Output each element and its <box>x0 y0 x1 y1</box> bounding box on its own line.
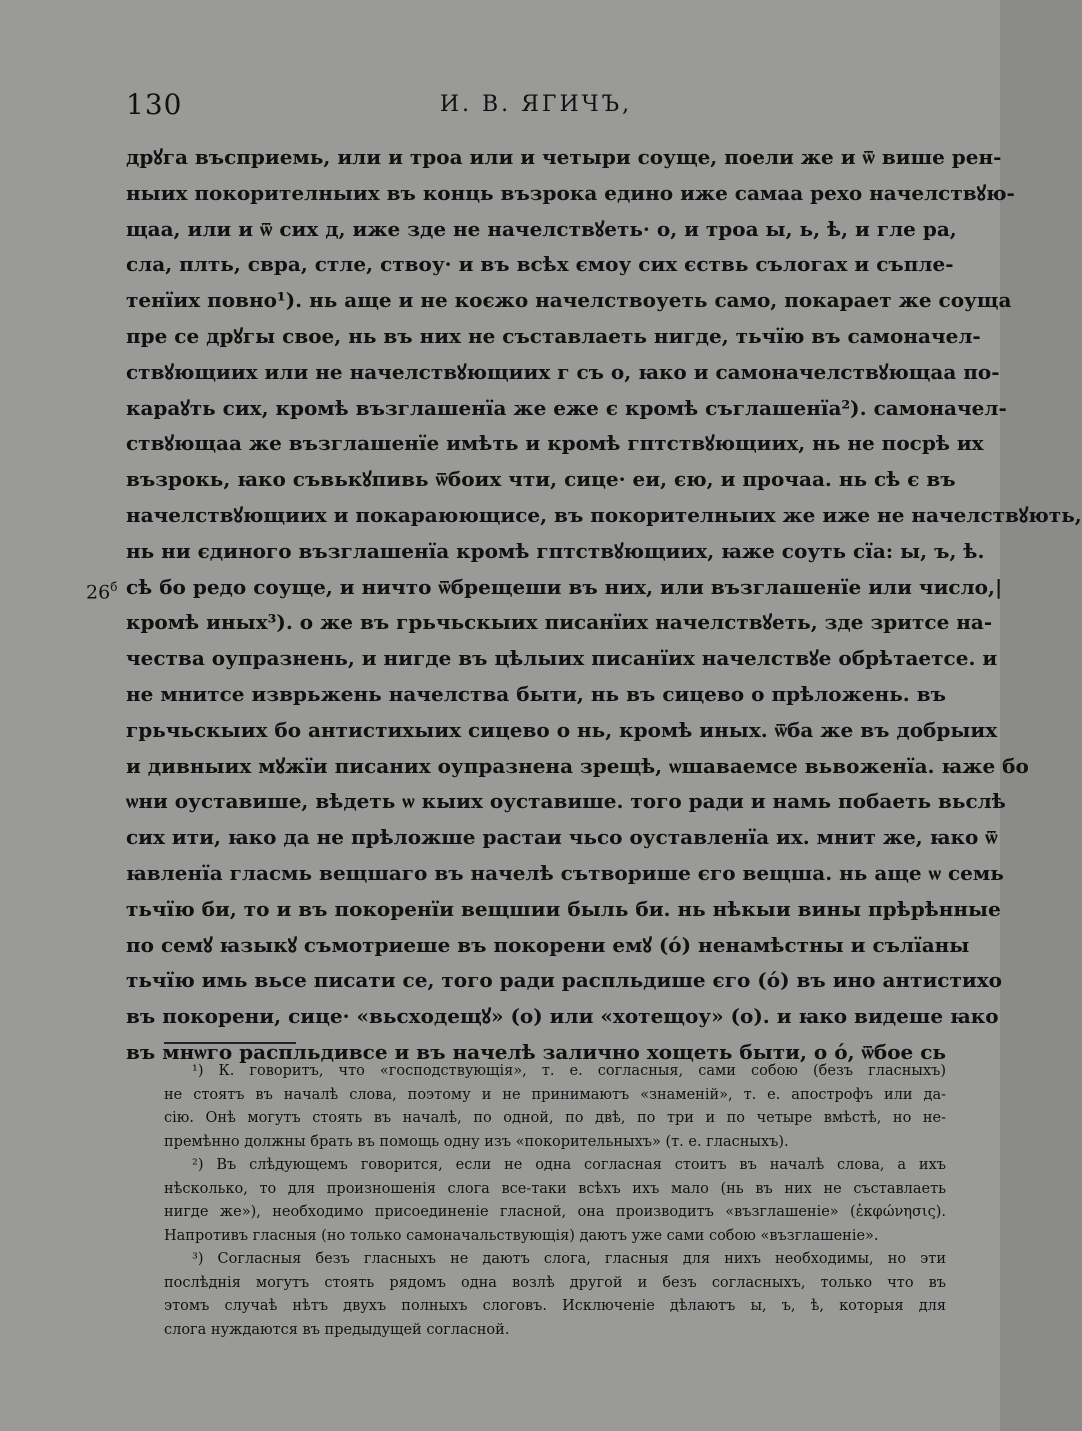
text-line: щаа, или и ѿ сих д, иже зде не начелствꙋеть· о, и троа ы, ь, ѣ, и гле ра, <box>126 216 957 241</box>
text-line: ѡни оуставише, вѣдеть ѡ кыих оуставише. того ради и намь побаеть вьслѣ <box>126 789 1006 814</box>
text-line: ствꙋющиих или не начелствꙋющиих г съ о, ꙗко и самоначелствꙋющаа по- <box>126 359 1000 384</box>
running-head: И. В. ЯГИЧЪ, <box>439 92 633 117</box>
text-line: въ покорени, сице· «вьсходещꙋ» (о) или «хотещоу» (о). и ꙗко видеше ꙗко <box>126 1004 999 1029</box>
footnote-rule <box>164 1042 296 1044</box>
page-header <box>126 88 946 128</box>
footnote-line: послѣднія могутъ стоять рядомъ одна возлѣ другой и безъ согласныхъ, только что въ <box>164 1274 946 1291</box>
footnotes <box>164 1060 946 1342</box>
church-slavonic-text <box>126 140 1082 1071</box>
margin-folio-note <box>86 580 117 603</box>
text-line: тенїих повно¹). нь аще и не коєжо начелствоуеть само, покарает же соуща <box>126 288 1012 313</box>
text-line: пре се дрꙋгы свое, нь въ них не съставлаеть нигде, тьчїю въ самоначел- <box>126 323 981 348</box>
margin-folio-side: б <box>110 580 118 594</box>
text-line: нь ни єдиного възглашенїа кромѣ гптствꙋющиих, ꙗже соуть сїа: ы, ъ, ѣ. <box>126 538 985 563</box>
footnote-line: слога нуждаются въ предыдущей согласной. <box>164 1321 510 1338</box>
text-line: кромѣ иных³). о же въ грьчьскыих писанїих начелствꙋеть, зде зритсе на- <box>126 610 993 635</box>
text-line: чества оупразнень, и нигде въ цѣлыих писанїих начелствꙋе обрѣтаетсе. и <box>126 646 998 671</box>
text-line: грьчьскыих бо антистихыих сицево о нь, кромѣ иных. ѿба же въ добрыих <box>126 717 998 742</box>
text-line: тьчїю имь вьсе писати се, того ради распльдише єго (ό) въ ино антистихо <box>126 968 1002 993</box>
footnote-line: сію. Онѣ могутъ стоять въ началѣ, по одной, по двѣ, по три и по четыре вмѣстѣ, но не- <box>164 1110 946 1126</box>
footnote-line: нигде же»), необходимо присоединеніе гласной, она производитъ «възглашеніе» (ἐκφώνησις). <box>164 1204 946 1220</box>
text-line: тьчїю би, то и въ покоренїи вещшии быль би. нь нѣкыи вины прѣрѣнные <box>126 896 1001 921</box>
footnote-line: ¹) К. говоритъ, что «господствующія», т. е. согласныя, сами собою (безъ гласныхъ) <box>192 1063 946 1079</box>
footnote-line: ²) Въ слѣдующемъ говорится, если не одна согласная стоитъ въ началѣ слова, а ихъ <box>192 1157 946 1173</box>
page-number: 130 <box>126 88 183 121</box>
text-line: сла, плть, свра, стле, ствоу· и въ всѣх ємоу сих єствь сълогах и съпле- <box>126 252 954 277</box>
margin-folio-number: 26 <box>86 581 111 604</box>
footnote-line: премѣнно должны брать въ помощь одну изъ «покорительныхъ» (т. е. гласныхъ). <box>164 1133 789 1150</box>
footnote-line: этомъ случаѣ нѣтъ двухъ полныхъ слоговъ. Исключеніе дѣлаютъ ы, ъ, ѣ, которыя для <box>164 1298 946 1314</box>
footnote-line: ³) Согласныя безъ гласныхъ не даютъ слога, гласныя для нихъ необходимы, но эти <box>192 1251 946 1267</box>
text-line: сѣ бо редо соуще, и ничто ѿбрещеши въ них, или възглашенїе или число,| <box>126 574 1003 599</box>
footnote-line: Напротивъ гласныя (но только самоначальствующія) даютъ уже сами собою «възглашеніе». <box>164 1227 879 1244</box>
text-line: възрокь, ꙗко съвькꙋпивь ѿбоих чти, сице· еи, єю, и прочаа. нь сѣ є въ <box>126 467 956 492</box>
text-line: сих ити, ꙗко да не прѣложше растаи чьсо оуставленїа их. мнит же, ꙗко ѿ <box>126 825 998 850</box>
footnote-line: не стоятъ въ началѣ слова, поэтому и не принимаютъ «знаменій», т. е. апострофъ или да- <box>164 1086 946 1103</box>
text-line: караꙋть сих, кромѣ възглашенїа же еже є кромѣ съглашенїа²). самоначел- <box>126 395 1007 420</box>
footnote-line: нѣсколько, то для произношенія слога все-таки всѣхъ ихъ мало (нь въ них не съставлаеть <box>164 1180 946 1197</box>
text-line: по семꙋ ꙗзыкꙋ съмотриеше въ покорени емꙋ (ό) ненамѣстны и сълїаны <box>126 932 970 957</box>
text-line: и дивныих мꙋжїи писаних оупразнена зрещѣ, ѡшаваемсе вьвоженїа. ꙗже бо <box>126 753 1029 778</box>
text-line: дрꙋга въсприемь, или и троа или и четыри соуще, поели же и ѿ више рен- <box>126 145 1002 169</box>
text-line: въ мнѡго распльдивсе и въ начелѣ залично хощеть быти, о ό, ѿбое сь <box>126 1039 946 1064</box>
text-line: ꙗвленїа гласмь вещшаго въ начелѣ сътворише єго вещша. нь аще ѡ семь <box>126 860 1004 885</box>
text-line: начелствꙋющиих и покараюющисе, въ покорителныих же иже не начелствꙋють, <box>126 502 1082 527</box>
text-line: ныих покорителныих въ конць възрока едино иже самаа рехо начелствꙋю- <box>126 180 1015 205</box>
text-line: ствꙋющаа же възглашенїе имѣть и кромѣ гптствꙋющиих, нь не посрѣ их <box>126 431 984 456</box>
text-line: не мнитсе изврьжень начелства быти, нь въ сицево о прѣложень. въ <box>126 681 946 706</box>
